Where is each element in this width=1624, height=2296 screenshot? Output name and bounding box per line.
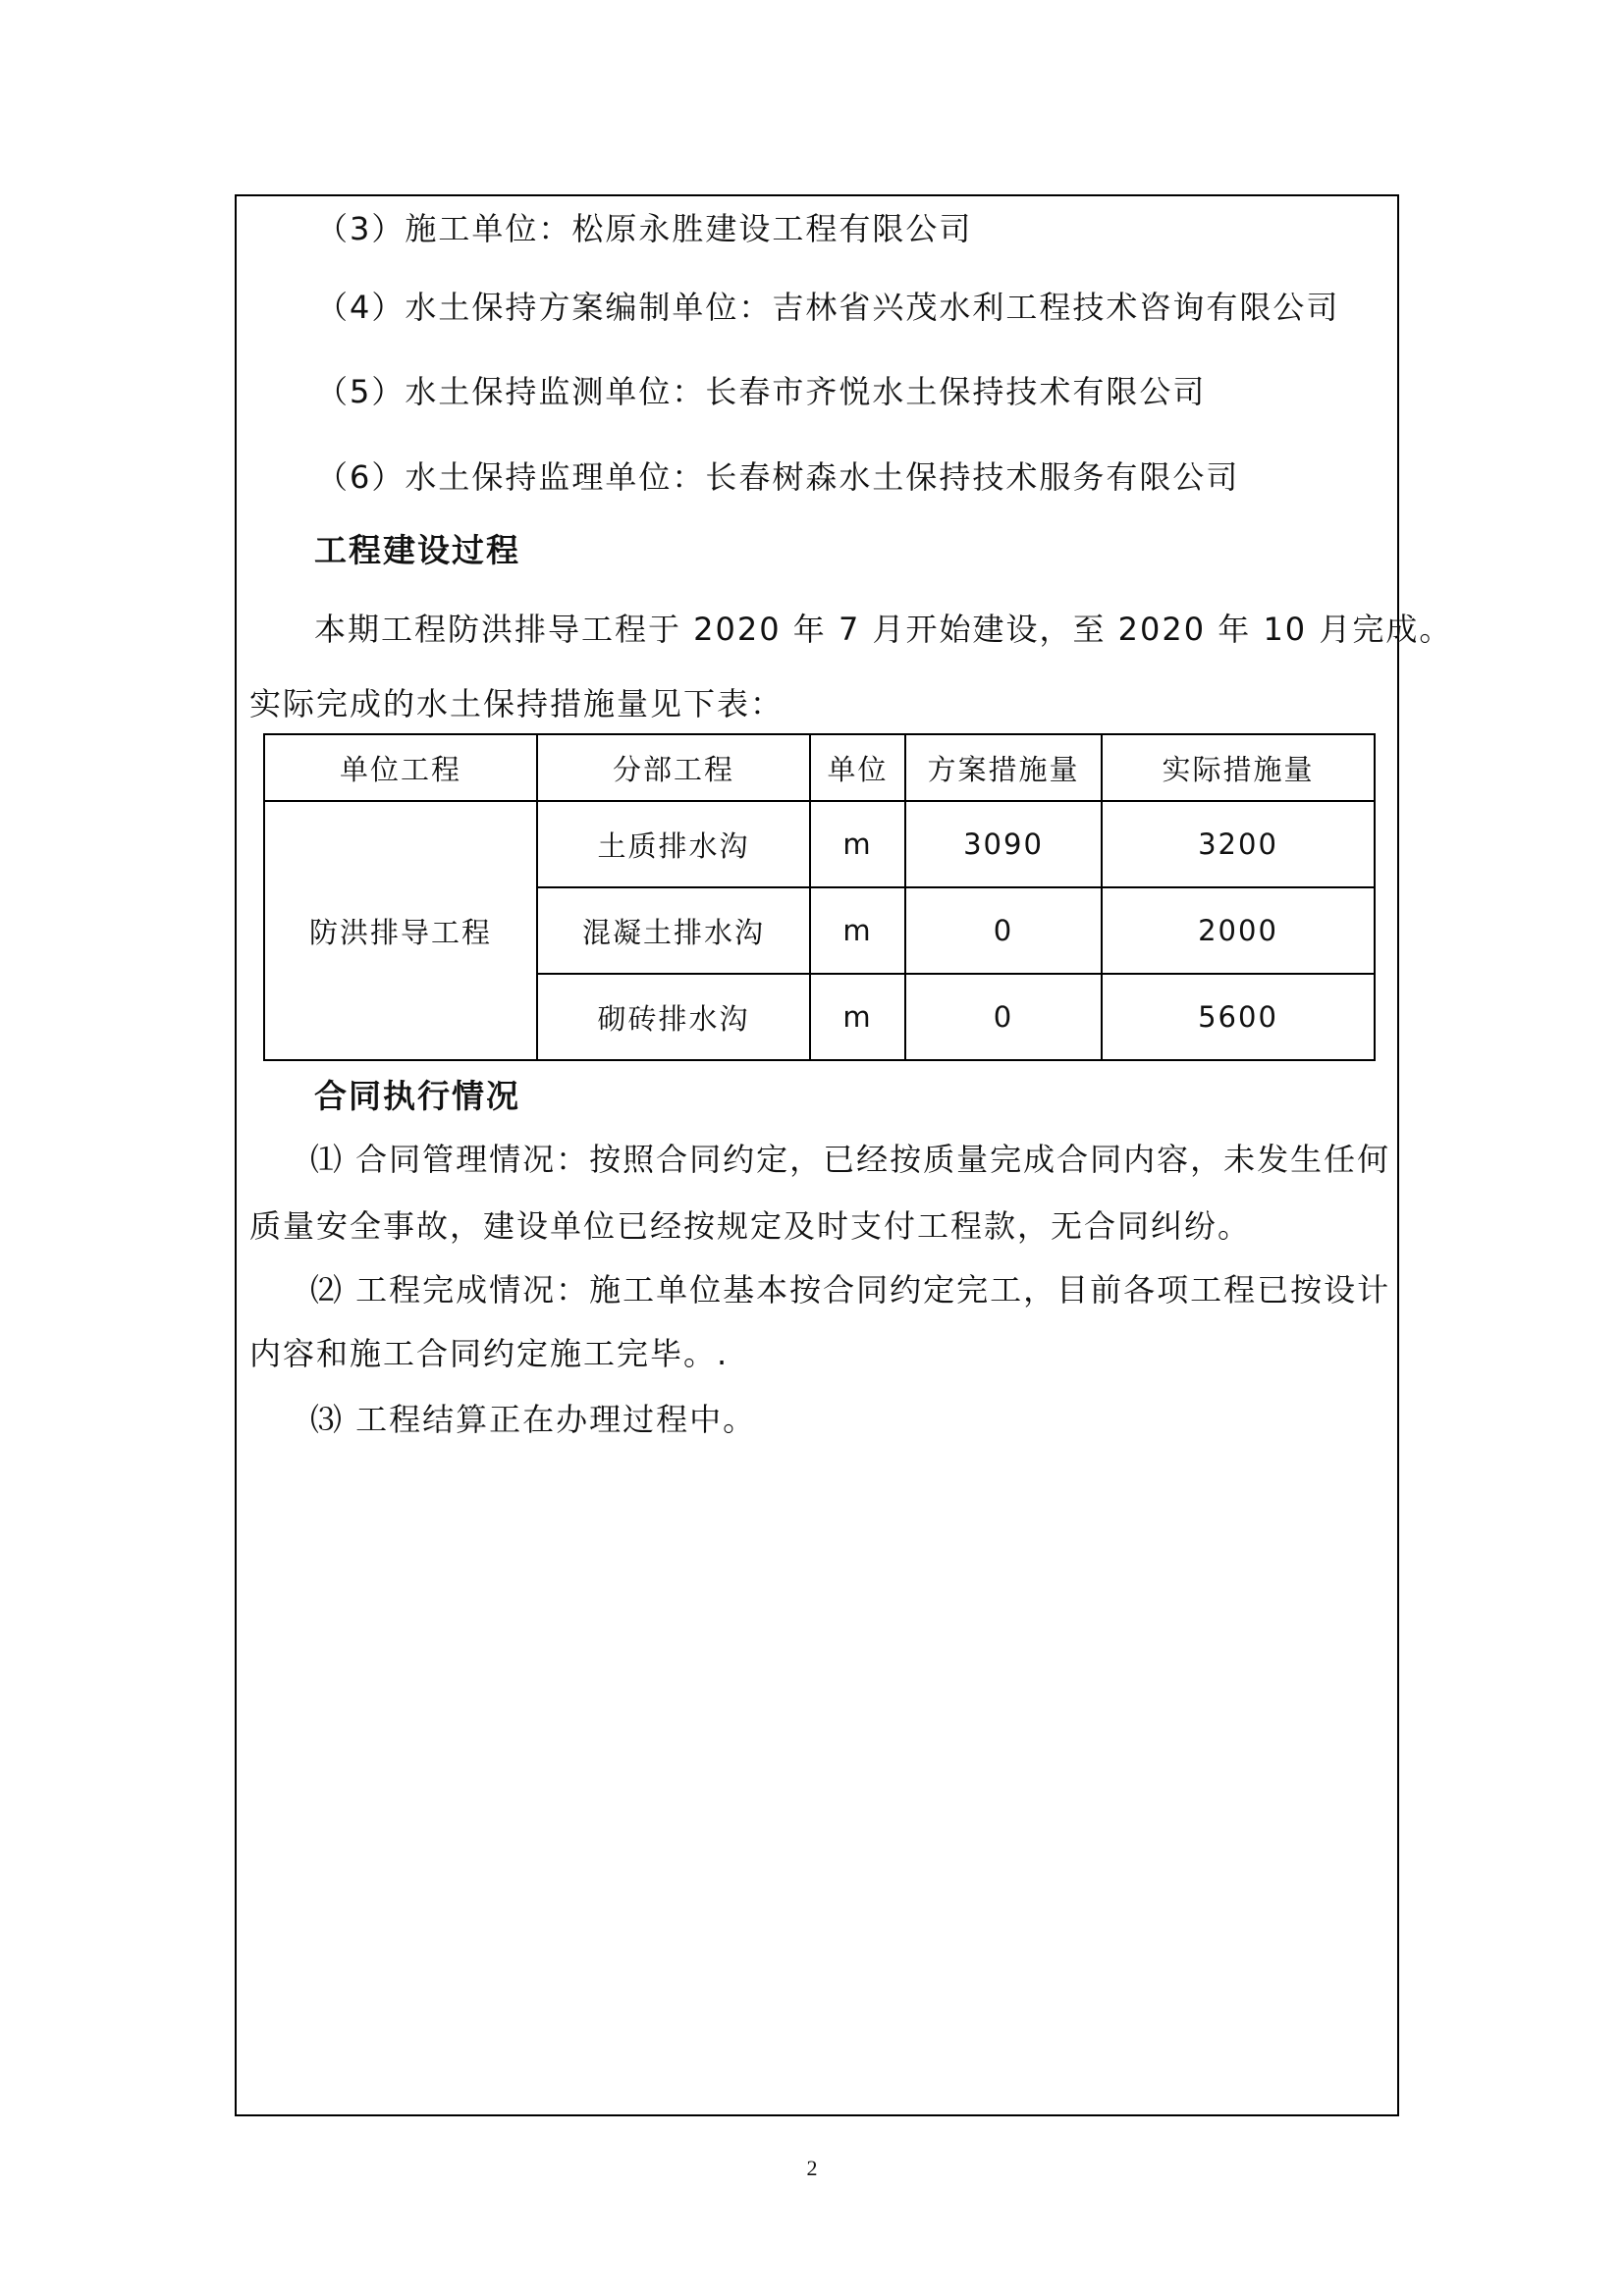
contract-heading: 合同执行情况 bbox=[314, 1077, 520, 1115]
cell-unit: m bbox=[810, 974, 905, 1060]
contract-item-1-line-2: 质量安全事故，建设单位已经按规定及时支付工程款，无合同纠纷。 bbox=[249, 1207, 1252, 1245]
participant-plan-unit: （4）水土保持方案编制单位：吉林省兴茂水利工程技术咨询有限公司 bbox=[316, 289, 1340, 326]
cell-unit-project: 防洪排导工程 bbox=[264, 801, 537, 1060]
cell-sub-project: 土质排水沟 bbox=[537, 801, 810, 887]
table-row bbox=[264, 801, 1375, 887]
construction-heading: 工程建设过程 bbox=[314, 531, 520, 569]
cell-unit: m bbox=[810, 887, 905, 974]
measures-table bbox=[263, 733, 1376, 1061]
cell-planned: 0 bbox=[905, 974, 1102, 1060]
header-actual-quantity: 实际措施量 bbox=[1102, 734, 1375, 801]
cell-sub-project: 混凝土排水沟 bbox=[537, 887, 810, 974]
participant-supervision-unit: （6）水土保持监理单位：长春树森水土保持技术服务有限公司 bbox=[316, 458, 1240, 496]
header-unit-project: 单位工程 bbox=[264, 734, 537, 801]
table-header-row bbox=[264, 734, 1375, 801]
participant-construction-unit: （3）施工单位：松原永胜建设工程有限公司 bbox=[316, 210, 973, 247]
header-unit: 单位 bbox=[810, 734, 905, 801]
construction-text-line-1: 本期工程防洪排导工程于 2020 年 7 月开始建设，至 2020 年 10 月完成。 bbox=[314, 611, 1453, 648]
cell-sub-project: 砌砖排水沟 bbox=[537, 974, 810, 1060]
cell-planned: 3090 bbox=[905, 801, 1102, 887]
cell-actual: 3200 bbox=[1102, 801, 1375, 887]
header-planned-quantity: 方案措施量 bbox=[905, 734, 1102, 801]
construction-text-line-2: 实际完成的水土保持措施量见下表： bbox=[249, 685, 785, 722]
page-number: 2 bbox=[806, 2156, 818, 2180]
participant-monitoring-unit: （5）水土保持监测单位：长春市齐悦水土保持技术有限公司 bbox=[316, 373, 1207, 410]
contract-item-2-line-1: ⑵ 工程完成情况：施工单位基本按合同约定完工，目前各项工程已按设计 bbox=[310, 1271, 1391, 1308]
contract-item-1-line-1: ⑴ 合同管理情况：按照合同约定，已经按质量完成合同内容，未发生任何 bbox=[310, 1141, 1391, 1178]
cell-actual: 2000 bbox=[1102, 887, 1375, 974]
contract-item-3: ⑶ 工程结算正在办理过程中。 bbox=[310, 1401, 757, 1438]
cell-unit: m bbox=[810, 801, 905, 887]
header-sub-project: 分部工程 bbox=[537, 734, 810, 801]
contract-item-2-line-2: 内容和施工合同约定施工完毕。. bbox=[249, 1335, 730, 1372]
cell-actual: 5600 bbox=[1102, 974, 1375, 1060]
cell-planned: 0 bbox=[905, 887, 1102, 974]
